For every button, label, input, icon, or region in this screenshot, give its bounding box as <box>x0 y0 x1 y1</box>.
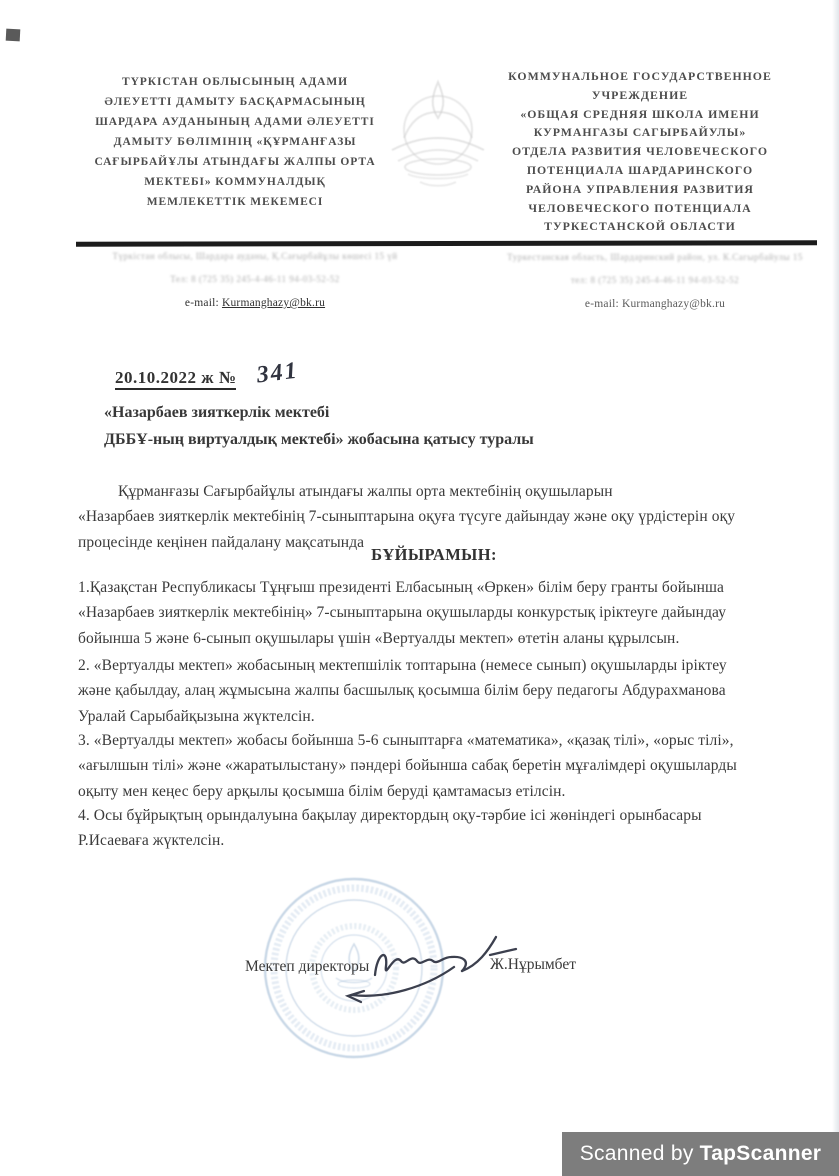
text-line: ЧЕЛОВЕЧЕСКОГО ПОТЕНЦИАЛА <box>528 200 752 215</box>
text-line: «Назарбаев зияткерлік мектебінің 7-сыныптарына оқуға түсуге дайындау және оқу үрдістерін оқу <box>78 508 736 526</box>
tapscanner-watermark-bar <box>562 1132 839 1176</box>
contact-block-left <box>95 251 415 309</box>
text-line: УЧРЕЖДЕНИЕ <box>591 87 689 102</box>
order-point-3 <box>78 728 794 804</box>
tapscanner-label: Scanned by <box>579 1142 694 1165</box>
text-line: «Назарбаев зияткерлік мектебінің» 7-сыныптарына оқушыларды конкурстық іріктеуге дайындау <box>78 604 727 622</box>
text-line: РАЙОНА УПРАВЛЕНИЯ РАЗВИТИЯ <box>526 181 754 196</box>
scan-artifact-mark <box>6 29 21 42</box>
contact-block-right <box>505 252 805 310</box>
order-number-handwritten: 341 <box>254 357 300 389</box>
text-line: ТҮРКІСТАН ОБЛЫСЫНЫҢ АДАМИ <box>122 76 348 88</box>
order-date: 20.10.2022 ж № <box>115 368 236 390</box>
phone-line: Тел: 8 (725 35) 245-4-46-11 94-03-52-52 <box>170 274 340 284</box>
text-line: Уралай Сарыбайқызына жүктелсін. <box>78 707 315 725</box>
address-line: Түркістан облысы, Шардара ауданы, Қ.Сағырбайұлы көшесі 15 үй <box>112 251 398 261</box>
text-line: Құрманғазы Сағырбайұлы атындағы жалпы орта мектебінің оқушыларын <box>118 483 613 500</box>
email-line <box>95 297 415 309</box>
text-line: оқыту мен кеңес беру арқылы қосымша білім беруді қамтамасыз етілсін. <box>78 782 566 800</box>
text-line: 1.Қазақстан Республикасы Тұңғыш президенті Елбасының «Өркен» білім беру гранты бойынша <box>78 579 725 596</box>
order-point-2 <box>78 653 794 729</box>
text-line: КОММУНАЛЬНОЕ ГОСУДАРСТВЕННОЕ <box>508 69 772 83</box>
text-line: САҒЫРБАЙҰЛЫ АТЫНДАҒЫ ЖАЛПЫ ОРТА <box>94 156 376 168</box>
email-address: Kurmanghazy@bk.ru <box>221 297 326 309</box>
text-line: «Назарбаев зияткерлік мектебі <box>104 404 330 421</box>
text-line: ТУРКЕСТАНСКОЙ ОБЛАСТИ <box>544 219 736 234</box>
address-line: Туркестанская область, Шардаринский район, ул. К.Сагырбайулы 15 <box>507 252 803 262</box>
order-word: БҰЙЫРАМЫН: <box>371 545 497 564</box>
org-name-russian <box>462 67 818 236</box>
letterhead-divider <box>76 240 817 246</box>
scan-edge-shadow <box>832 0 839 1176</box>
text-line: ДББҰ-ның виртуалдық мектебі» жобасына қатысу туралы <box>104 431 534 448</box>
text-line: КУРМАНГАЗЫ САГЫРБАЙУЛЫ» <box>533 125 747 140</box>
order-point-4 <box>78 803 794 854</box>
text-line: 2. «Вертуалды мектеп» жобасының мектепшілік топтарына (немесе сынып) оқушыларды іріктеу <box>78 657 727 674</box>
text-line: «ағылшын тілі» және «жаратылыстану» пәндері бойынша сабақ беретін мұғалімдері оқушыларды <box>78 757 737 775</box>
email-address: Kurmanghazy@bk.ru <box>621 298 726 310</box>
text-line: ПОТЕНЦИАЛА ШАРДАРИНСКОГО <box>526 162 754 177</box>
signer-name: Ж.Нұрымбет <box>490 956 577 973</box>
text-line: 4. Осы бұйрықтың орындалуына бақылау директордың оқу-тәрбие ісі жөніндегі орынбасары <box>78 807 702 824</box>
email-label: e-mail: <box>184 297 219 309</box>
text-line: ДАМЫТУ БӨЛІМІНІҢ «ҚҰРМАНҒАЗЫ <box>113 136 357 148</box>
text-line: бойынша 5 және 6-сынып оқушылары үшін «Вертуалды мектеп» өтетін аланы құрылсын. <box>78 629 680 647</box>
order-subject <box>104 399 534 453</box>
phone-line: тел: 8 (725 35) 245-4-46-11 94-03-52-52 <box>570 275 740 285</box>
text-line: ШАРДАРА АУДАНЫНЫҢ АДАМИ ӘЛЕУЕТТІ <box>95 116 375 128</box>
order-date-line <box>115 357 300 390</box>
email-label: e-mail: <box>584 298 619 310</box>
text-line: ӘЛЕУЕТТІ ДАМЫТУ БАСҚАРМАСЫНЫҢ <box>104 96 366 108</box>
intro-paragraph <box>78 479 790 555</box>
text-line: МЕКТЕБІ» КОММУНАЛДЫҚ <box>144 176 326 188</box>
text-line: Р.Исаеваға жүктелсін. <box>78 832 225 850</box>
tapscanner-brand: TapScanner <box>699 1142 822 1165</box>
order-point-1 <box>78 575 794 651</box>
text-line: процесінде кеңінен пайдалану мақсатында <box>78 533 365 551</box>
email-line <box>505 298 805 310</box>
text-line: және қабылдау, алаң жұмысына жалпы басшылық қосымша білім беру педагогы Абдурахманова <box>78 682 726 700</box>
text-line: 3. «Вертуалды мектеп» жобасы бойынша 5-6 сыныптарға «математика», «қазақ тілі», «орыс тілі», <box>78 732 734 749</box>
org-name-kazakh <box>68 72 402 212</box>
text-line: ОТДЕЛА РАЗВИТИЯ ЧЕЛОВЕЧЕСКОГО <box>511 144 769 159</box>
signer-title: Мектеп директоры <box>245 958 370 975</box>
text-line: «ОБЩАЯ СРЕДНЯЯ ШКОЛА ИМЕНИ <box>520 106 760 121</box>
text-line: МЕМЛЕКЕТТІК МЕКЕМЕСІ <box>146 196 324 208</box>
